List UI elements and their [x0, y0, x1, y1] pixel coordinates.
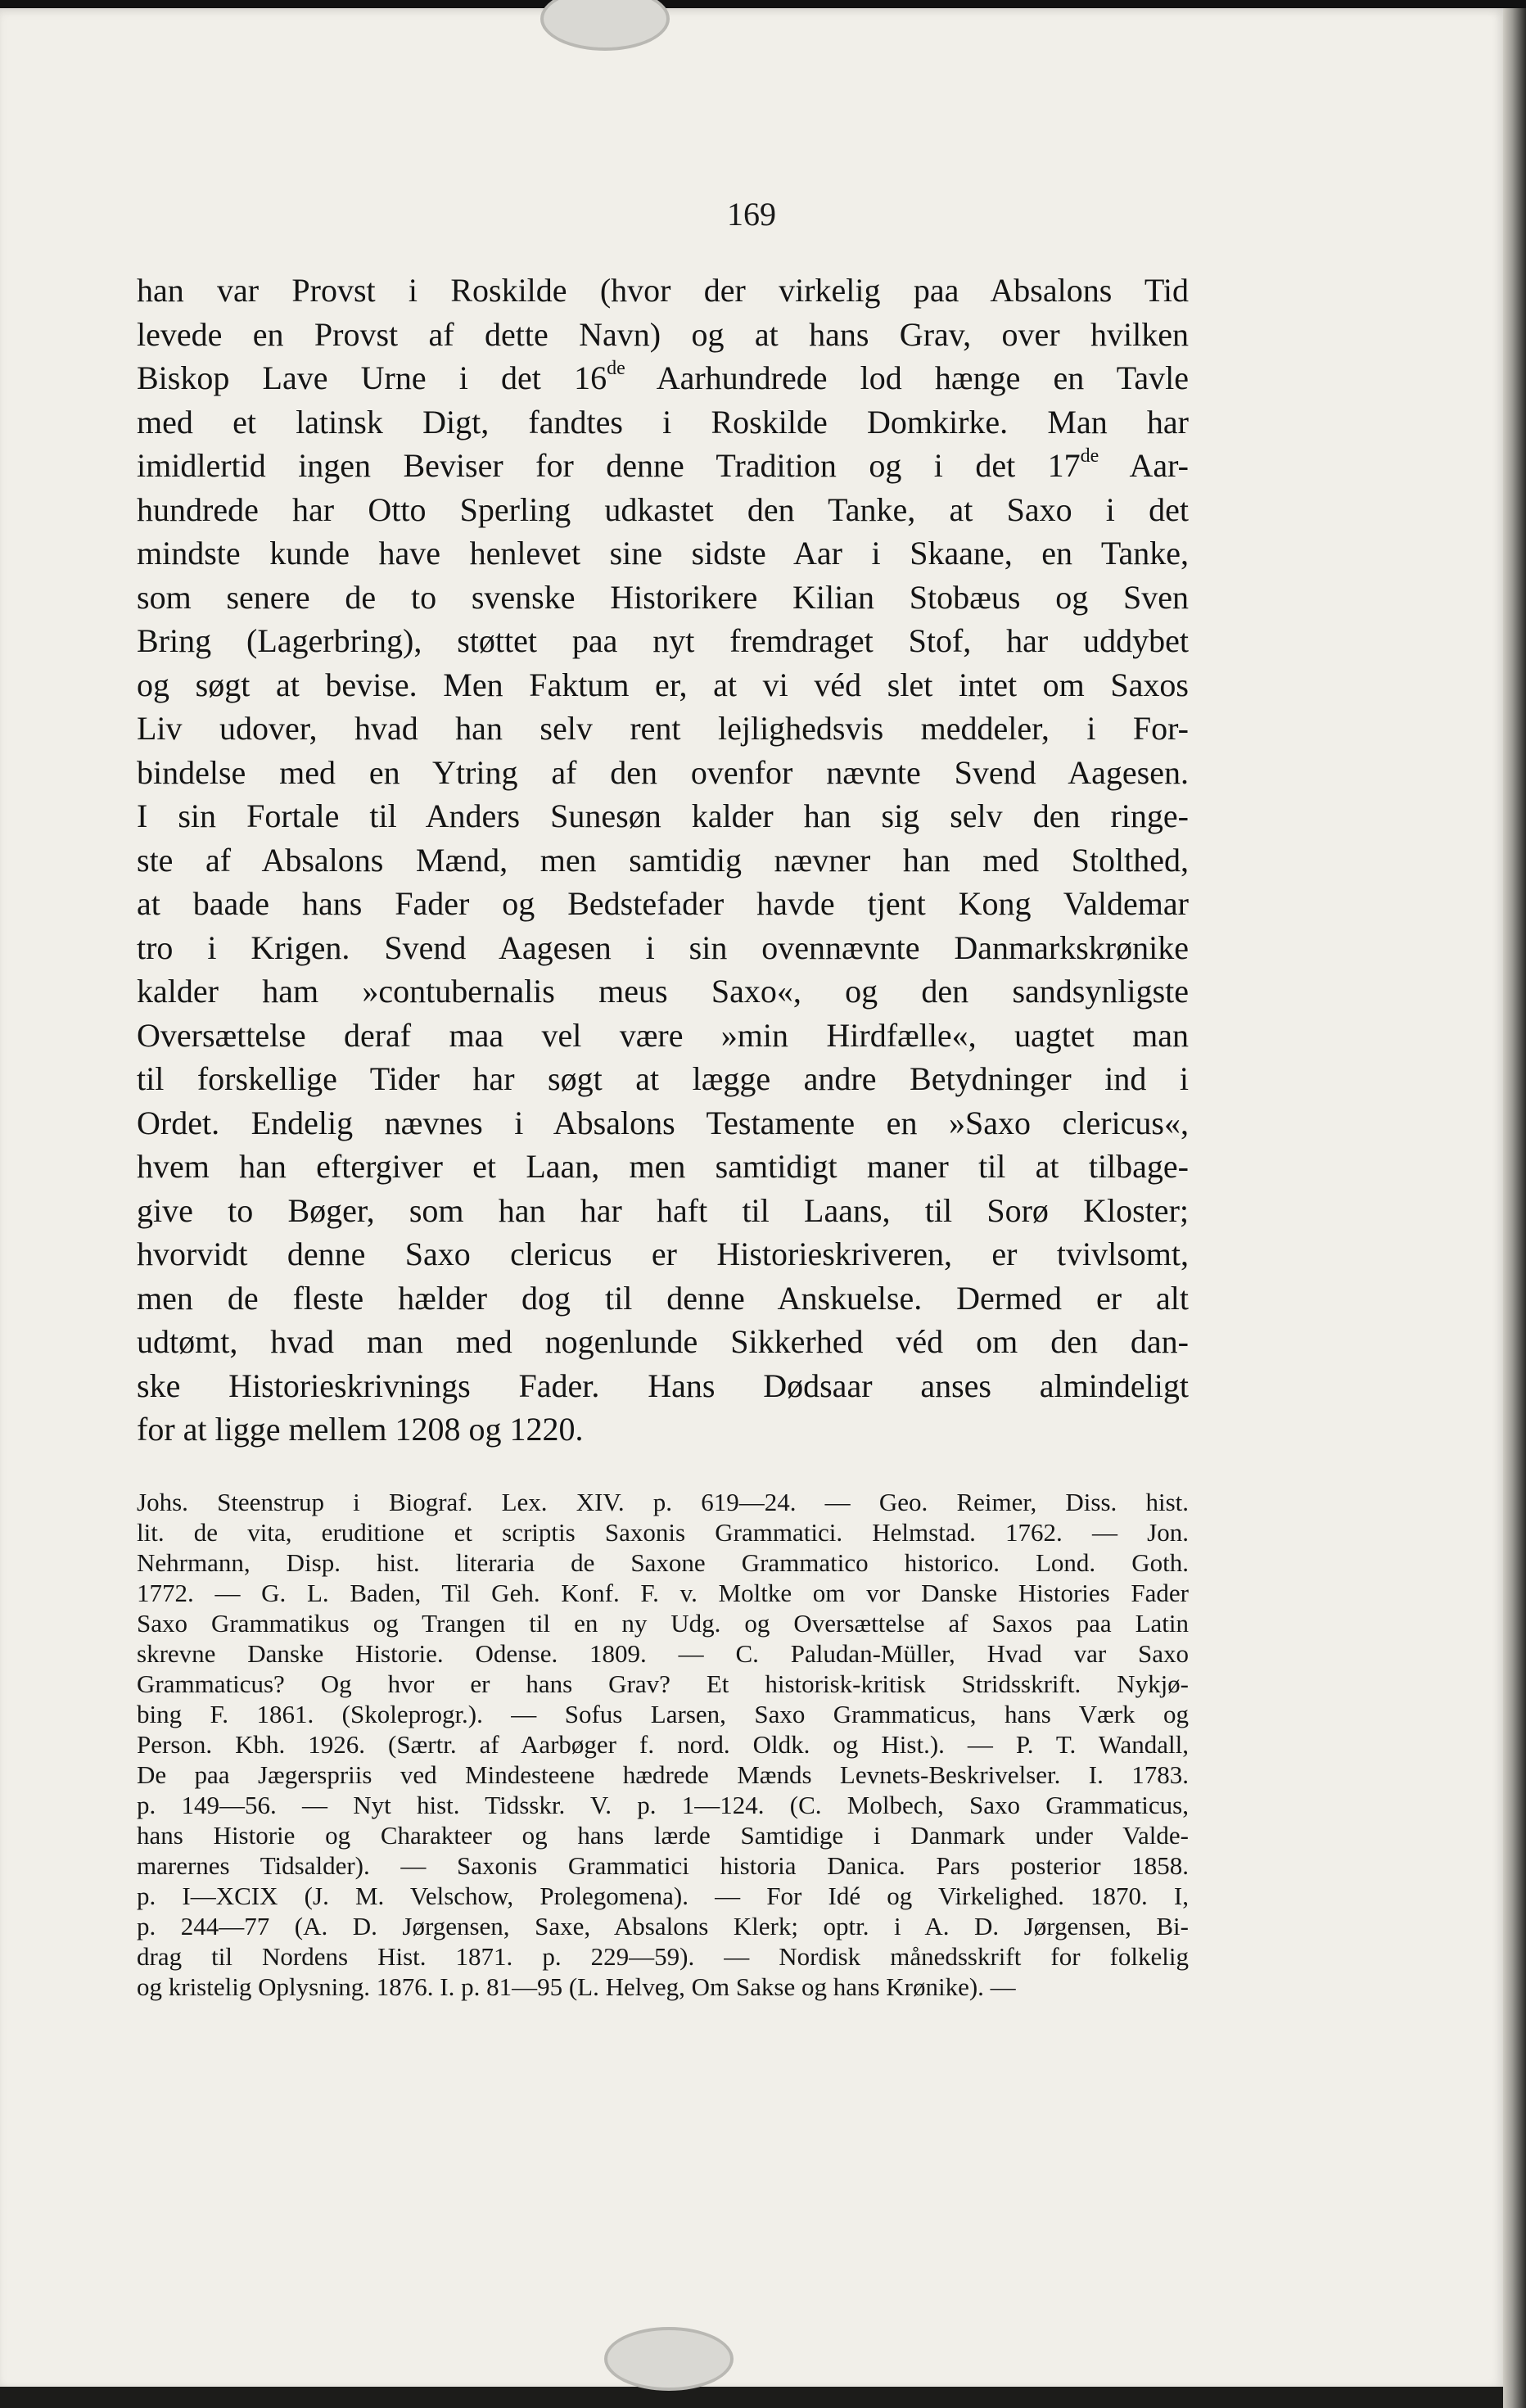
body-line: Oversættelse deraf maa vel være »min Hirdfælle«, uagtet man [137, 1016, 1189, 1054]
body-line: I sin Fortale til Anders Sunesøn kalder han sig selv den ringe- [137, 797, 1189, 834]
body-line: men de fleste hælder dog til denne Anskuelse. Dermed er alt [137, 1279, 1189, 1317]
footnote-line: og kristelig Oplysning. 1876. I. p. 81—95 (L. Helveg, Om Sakse og hans Krønike). — [137, 1972, 1016, 2001]
footnote-line: p. 244—77 (A. D. Jørgensen, Saxe, Absalons Klerk; optr. i A. D. Jørgensen, Bi- [137, 1912, 1189, 1940]
body-line: hvorvidt denne Saxo clericus er Historieskriveren, er tvivlsomt, [137, 1236, 1189, 1272]
footnote-line: Person. Kbh. 1926. (Særtr. af Aarbøger f. nord. Oldk. og Hist.). — P. T. Wandall, [137, 1730, 1189, 1759]
footnote-line: p. 149—56. — Nyt hist. Tidsskr. V. p. 1—124. (C. Molbech, Saxo Grammaticus, [137, 1791, 1189, 1819]
footnote-line: Grammaticus? Og hvor er hans Grav? Et historisk-kritisk Stridsskrift. Nykjø- [137, 1669, 1189, 1698]
body-line: ste af Absalons Mænd, men samtidig nævner han med Stolthed, [137, 841, 1189, 879]
footnote-line: 1772. — G. L. Baden, Til Geh. Konf. F. v. Moltke om vor Danske Histories Fader [137, 1579, 1189, 1607]
body-line: levede en Provst af dette Navn) og at hans Grav, over hvilken [137, 315, 1189, 353]
body-line: hvem han eftergiver et Laan, men samtidigt maner til at tilbage- [137, 1148, 1189, 1185]
book-page [0, 8, 1503, 2387]
scanner-clip-top [540, 0, 670, 51]
footnote-line: lit. de vita, eruditione et scriptis Saxonis Grammatici. Helmstad. 1762. — Jon. [137, 1518, 1189, 1547]
body-line: til forskellige Tider har søgt at lægge andre Betydninger ind i [137, 1060, 1189, 1097]
body-line: med et latinsk Digt, fandtes i Roskilde Domkirke. Man har [137, 403, 1189, 440]
footnote-line: hans Historie og Charakteer og hans lærde Samtidige i Danmark under Valde- [137, 1821, 1189, 1850]
body-line: at baade hans Fader og Bedstefader havde tjent Kong Valdemar [137, 885, 1189, 922]
scanner-clip-bottom [604, 2327, 734, 2391]
body-line: ske Historieskrivnings Fader. Hans Dødsaar anses almindeligt [137, 1367, 1189, 1404]
body-line: bindelse med en Ytring af den ovenfor nævnte Svend Aagesen. [137, 753, 1189, 791]
body-line: Bring (Lagerbring), støttet paa nyt fremdraget Stof, har uddybet [137, 622, 1189, 659]
footnote-line: bing F. 1861. (Skoleprogr.). — Sofus Larsen, Saxo Grammaticus, hans Værk og [137, 1700, 1189, 1728]
body-line: kalder ham »contubernalis meus Saxo«, og den sandsynligste [137, 973, 1189, 1010]
bibliography-footnote [137, 1487, 1189, 2002]
footnote-line: p. I—XCIX (J. M. Velschow, Prolegomena). — For Idé og Virkelighed. 1870. I, [137, 1882, 1189, 1910]
body-line: hundrede har Otto Sperling udkastet den Tanke, at Saxo i det [137, 490, 1189, 528]
body-line: imidlertid ingen Beviser for denne Tradition og i det 17de Aar- [137, 445, 1189, 484]
body-line: og søgt at bevise. Men Faktum er, at vi véd slet intet om Saxos [137, 666, 1189, 703]
body-line: han var Provst i Roskilde (hvor der virkelig paa Absalons Tid [137, 272, 1189, 309]
page-edge-stack [1503, 8, 1526, 2408]
footnote-line: skrevne Danske Historie. Odense. 1809. — C. Paludan-Müller, Hvad var Saxo [137, 1639, 1189, 1668]
body-line: Ordet. Endelig nævnes i Absalons Testamente en »Saxo clericus«, [137, 1104, 1189, 1141]
body-line: Biskop Lave Urne i det 16de Aarhundrede lod hænge en Tavle [137, 358, 1189, 396]
footnote-line: Saxo Grammatikus og Trangen til en ny Udg. og Oversættelse af Saxos paa Latin [137, 1609, 1189, 1638]
body-line: udtømt, hvad man med nogenlunde Sikkerhed véd om den dan- [137, 1323, 1189, 1360]
footnote-line: Nehrmann, Disp. hist. literaria de Saxone Grammatico historico. Lond. Goth. [137, 1548, 1189, 1577]
body-text [137, 269, 1189, 1452]
body-line: som senere de to svenske Historikere Kilian Stobæus og Sven [137, 578, 1189, 616]
footnote-line: marernes Tidsalder). — Saxonis Grammatici historia Danica. Pars posterior 1858. [137, 1851, 1189, 1880]
page-number: 169 [727, 196, 776, 233]
body-line: for at ligge mellem 1208 og 1220. [137, 1411, 584, 1448]
body-line: mindste kunde have henlevet sine sidste Aar i Skaane, en Tanke, [137, 535, 1189, 572]
footnote-line: Johs. Steenstrup i Biograf. Lex. XIV. p. 619—24. — Geo. Reimer, Diss. hist. [137, 1488, 1189, 1516]
footnote-line: De paa Jægerspriis ved Mindesteene hædrede Mænds Levnets-Beskrivelser. I. 1783. [137, 1760, 1189, 1789]
footnote-line: drag til Nordens Hist. 1871. p. 229—59). — Nordisk månedsskrift for folkelig [137, 1942, 1189, 1971]
body-line: give to Bøger, som han har haft til Laans, til Sorø Kloster; [137, 1191, 1189, 1229]
body-line: tro i Krigen. Svend Aagesen i sin ovennævnte Danmarkskrønike [137, 928, 1189, 966]
body-line: Liv udover, hvad han selv rent lejlighedsvis meddeler, i For- [137, 710, 1189, 747]
